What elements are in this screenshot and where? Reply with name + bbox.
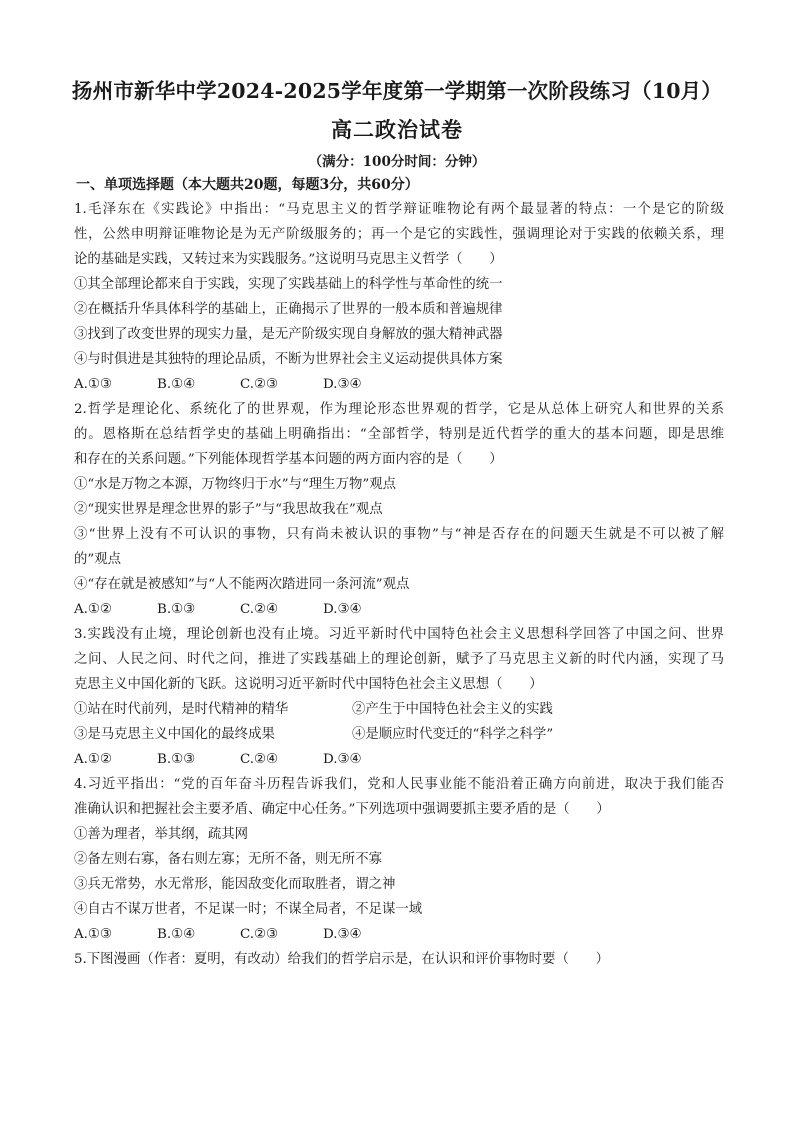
question-1 <box>74 197 724 397</box>
question-stem-line: 论的基础是实践，又转过来为实践服务。”这说明马克思主义哲学（ ） <box>74 252 503 267</box>
question-stem-line: 和存在的关系问题。”下列能体现哲学基本问题的两方面内容的是（ ） <box>74 452 503 467</box>
option-a: A.①② <box>74 752 112 767</box>
section-heading: 一、单项选择题（本大题共20题，每题3分，共60分） <box>76 177 419 193</box>
choice-item: ②在概括升华具体科学的基础上，正确揭示了世界的一般本质和普遍规律 <box>74 302 503 317</box>
choice-item: ④是顺应时代变迁的“科学之科学” <box>352 727 554 742</box>
option-b: B.①④ <box>157 927 196 942</box>
question-stem-line: 的。恩格斯在总结哲学史的基础上明确指出：“全部哲学，特别是近代哲学的重大的基本问题，即是思维 <box>74 427 724 442</box>
question-stem-line: 1.毛泽东在《实践论》中指出：“马克思主义的哲学辩证唯物论有两个最显著的特点：一个是它的阶级 <box>74 202 724 217</box>
choice-item: ①其全部理论都来自于实践，实现了实践基础上的科学性与革命性的统一 <box>74 277 503 292</box>
question-stem-line: 4.习近平指出：“党的百年奋斗历程告诉我们，党和人民事业能不能沿着正确方向前进，取决于我们能否 <box>74 777 724 792</box>
score-info: （满分：100分时间：分钟） <box>308 154 486 170</box>
question-stem-line: 性，公然申明辩证唯物论是为无产阶级服务的；再一个是它的实践性，强调理论对于实践的依赖关系，理 <box>74 227 724 242</box>
question-stem-line: 5.下图漫画（作者：夏明，有改动）给我们的哲学启示是，在认识和评价事物时要（ ） <box>74 952 610 967</box>
option-b: B.①③ <box>157 752 196 767</box>
choice-item: ③兵无常势，水无常形，能因敌变化而取胜者，谓之神 <box>74 877 396 892</box>
exam-title: 扬州市新华中学2024-2025学年度第一学期第一次阶段练习（10月） <box>71 79 723 103</box>
choice-item: ③“世界上没有不可认识的事物，只有尚未被认识的事物”与“神是否存在的问题天生就是不可以被了解 <box>74 527 724 542</box>
question-stem-line: 准确认识和把握社会主要矛盾、确定中心任务。”下列选项中强调要抓主要矛盾的是（ ） <box>74 802 610 817</box>
choice-item: ③是马克思主义中国化的最终成果 <box>74 727 275 742</box>
option-b: B.①④ <box>157 377 196 392</box>
choice-item: 的”观点 <box>74 552 122 567</box>
option-d: D.③④ <box>323 752 362 767</box>
question-stem-line: 3.实践没有止境，理论创新也没有止境。习近平新时代中国特色社会主义思想科学回答了中国之问、世界 <box>74 627 724 642</box>
choice-item: ①善为理者，举其纲，疏其网 <box>74 827 249 842</box>
option-d: D.③④ <box>323 927 362 942</box>
question-list <box>74 197 724 972</box>
answer-options <box>74 922 724 947</box>
choice-item: ①“水是万物之本源，万物终归于水”与“理生万物”观点 <box>74 477 396 492</box>
option-c: C.②④ <box>240 602 279 617</box>
option-c: C.②③ <box>240 927 279 942</box>
question-5 <box>74 947 724 972</box>
option-c: C.②③ <box>240 377 279 392</box>
question-4 <box>74 772 724 947</box>
choice-item: ④自古不谋万世者，不足谋一时；不谋全局者，不足谋一域 <box>74 902 423 917</box>
option-d: D.③④ <box>323 377 362 392</box>
option-a: A.①② <box>74 602 112 617</box>
option-b: B.①③ <box>157 602 196 617</box>
answer-options <box>74 747 724 772</box>
question-stem-line: 克思主义中国化新的飞跃。这说明习近平新时代中国特色社会主义思想（ ） <box>74 677 543 692</box>
answer-options <box>74 372 724 397</box>
option-a: A.①③ <box>74 927 112 942</box>
choice-item: ①站在时代前列，是时代精神的精华 <box>74 702 289 717</box>
choice-item: ③找到了改变世界的现实力量，是无产阶级实现自身解放的强大精神武器 <box>74 327 503 342</box>
option-c: C.②④ <box>240 752 279 767</box>
option-d: D.③④ <box>323 602 362 617</box>
answer-options <box>74 597 724 622</box>
choice-item-row <box>74 697 724 722</box>
option-a: A.①③ <box>74 377 112 392</box>
choice-item: ②“现实世界是理念世界的影子”与“我思故我在”观点 <box>74 502 383 517</box>
choice-item-row <box>74 722 724 747</box>
question-stem-line: 之问、人民之问、时代之问，推进了实践基础上的理论创新，赋予了马克思主义新的时代内涵，实现了马 <box>74 652 724 667</box>
choice-item: ②备左则右寡，备右则左寡；无所不备，则无所不寡 <box>74 852 382 867</box>
question-stem-line: 2.哲学是理论化、系统化了的世界观，作为理论形态世界观的哲学，它是从总体上研究人和世界的关系 <box>74 402 724 417</box>
choice-item: ②产生于中国特色社会主义的实践 <box>352 702 553 717</box>
question-3 <box>74 622 724 772</box>
choice-item: ④与时俱进是其独特的理论品质，不断为世界社会主义运动提供具体方案 <box>74 352 503 367</box>
question-2 <box>74 397 724 622</box>
choice-item: ④“存在就是被感知”与“人不能两次踏进同一条河流”观点 <box>74 577 410 592</box>
exam-subject: 高二政治试卷 <box>331 117 463 142</box>
